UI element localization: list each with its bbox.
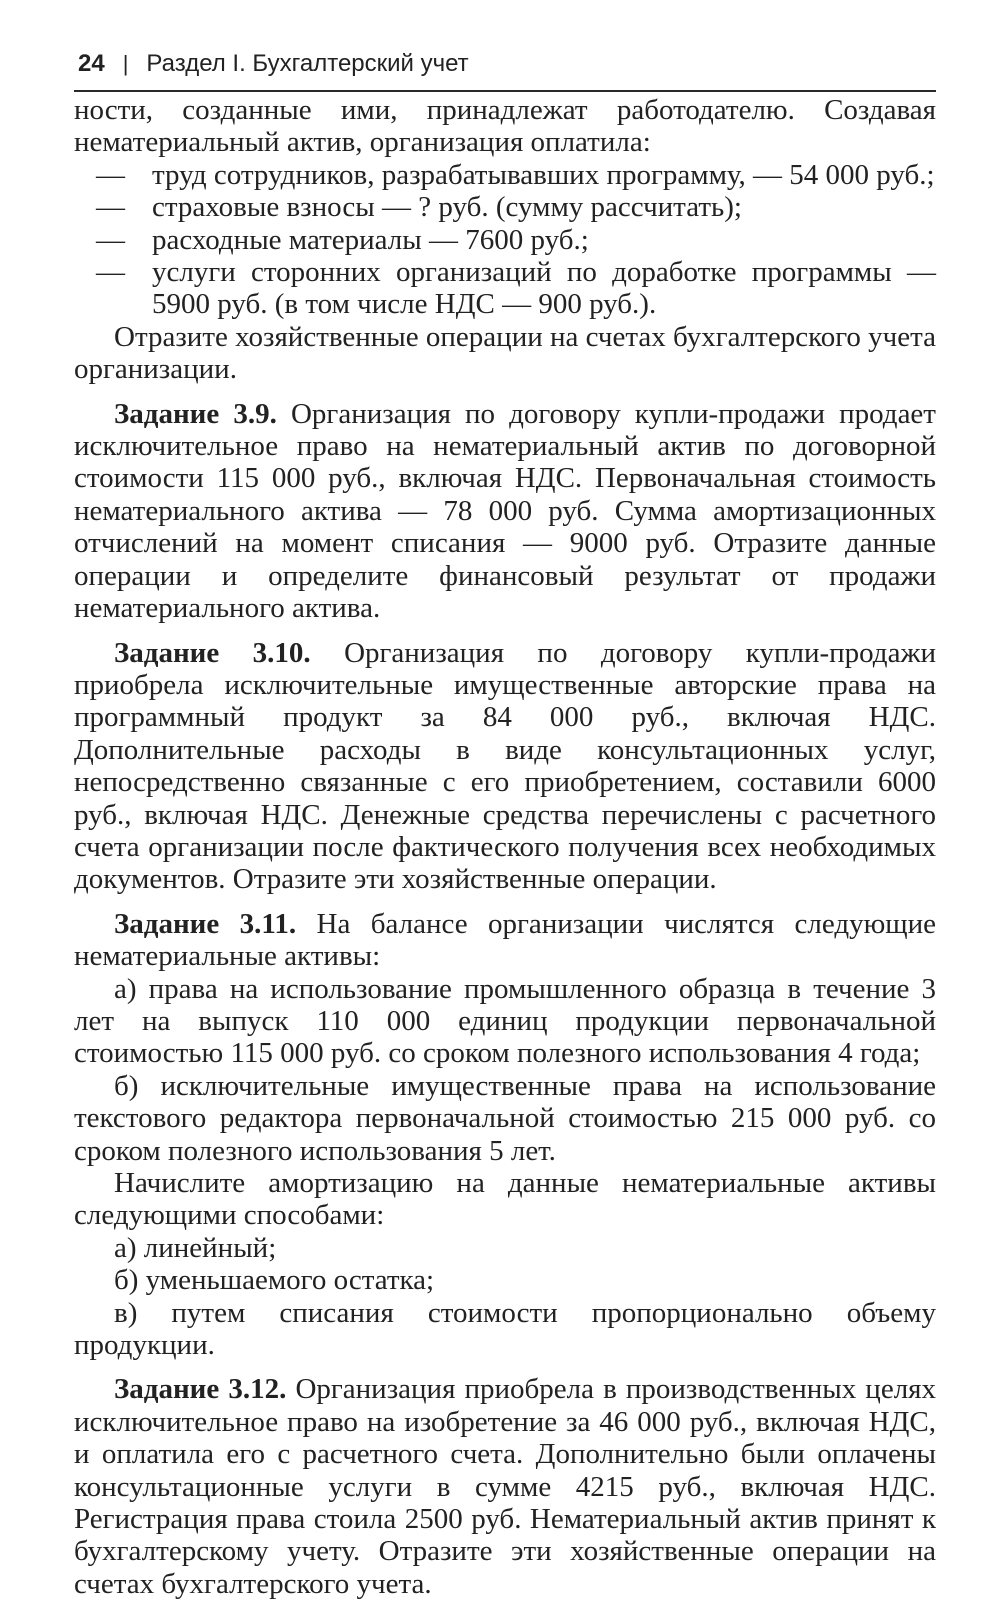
section-title: Раздел I. Бухгалтерский учет: [146, 50, 469, 77]
list-item: — страховые взносы — ? руб. (сумму рассчитать);: [152, 191, 936, 223]
list-item: — услуги сторонних организаций по доработке программы — 5900 руб. (в том числе НДС — 900 руб.).: [152, 256, 936, 321]
task-3-11-item-b: б) исключительные имущественные права на использование текстового редактора первоначальной стоимостью 215 000 руб. со сроком полезного использования 5 лет.: [74, 1069, 936, 1167]
page-number: 24: [78, 50, 105, 77]
book-page: [74, 38, 936, 1600]
task-3-9: [74, 398, 936, 625]
task-3-11-method-a: а) линейный;: [114, 1231, 277, 1264]
task-label: Задание 3.10.: [114, 636, 311, 669]
task-label: Задание 3.12.: [114, 1373, 287, 1406]
task-3-11-item-a: а) права на использование промышленного образца в течение 3 лет на выпуск 110 000 единиц продукции первоначальной стоимостью 115 000 руб. со сроком полезного использования 4 года;: [74, 972, 936, 1070]
task-label: Задание 3.11.: [114, 907, 297, 940]
payments-list: [74, 159, 936, 321]
task-text: Организация по договору купли-продажи продает исключительное право на нематериальный актив по договорной стоимости 115 000 руб., включая НДС. Первоначальная стоимость нематериального актива — 78 000 руб. Сумма амортизационных отчислений на момент списания — 9000 руб. Отразите данные операции и определите финансовый результат от продажи нематериального актива.: [74, 397, 936, 625]
intro-continuation: ности, созданные ими, принадлежат работодателю. Создавая нематериальный актив, организация оплатила:: [74, 94, 936, 159]
running-header: [74, 38, 936, 92]
task-3-11-methods-intro: Начислите амортизацию на данные нематериальные активы следующими способами:: [74, 1167, 936, 1232]
page-body: [74, 94, 936, 1600]
task-label: Задание 3.9.: [114, 397, 277, 430]
task-text: Организация приобрела в производственных целях исключительное право на изобретение за 46 000 руб., включая НДС, и оплатила его с расчетного счета. Дополнительно были оплачены консультационные услуги в сумме 4215 руб., включая НДС. Регистрация права стоила 2500 руб. Нематериальный актив принят к бухгалтерскому учету. Отразите эти хозяйственные операции на счетах бухгалтерского учета.: [74, 1373, 937, 1600]
list-item: — труд сотрудников, разрабатывавших программу, — 54 000 руб.;: [152, 159, 936, 191]
task-3-10: [74, 637, 936, 896]
task-3-11-method-c: в) путем списания стоимости пропорционально объему продукции.: [74, 1296, 936, 1362]
task-3-11: [74, 908, 936, 973]
task-text: Организация по договору купли-продажи приобрела исключительные имущественные авторские права на программный продукт за 84 000 руб., включая НДС. Дополнительные расходы в виде консультационных услуг, непосредственно связанные с его приобретением, составили 6000 руб., включая НДС. Денежные средства перечислены с расчетного счета организации после фактического получения всех необходимых документов. Отразите эти хозяйственные операции.: [74, 636, 936, 896]
task-3-11-method-b: б) уменьшаемого остатка;: [114, 1264, 435, 1297]
header-separator: |: [122, 51, 129, 76]
list-item: — расходные материалы — 7600 руб.;: [152, 224, 936, 256]
task-text: На балансе организации числятся следующие нематериальные активы:: [74, 907, 936, 973]
intro-instruction: Отразите хозяйственные операции на счетах бухгалтерского учета организации.: [74, 320, 936, 386]
task-3-12: [74, 1373, 936, 1600]
